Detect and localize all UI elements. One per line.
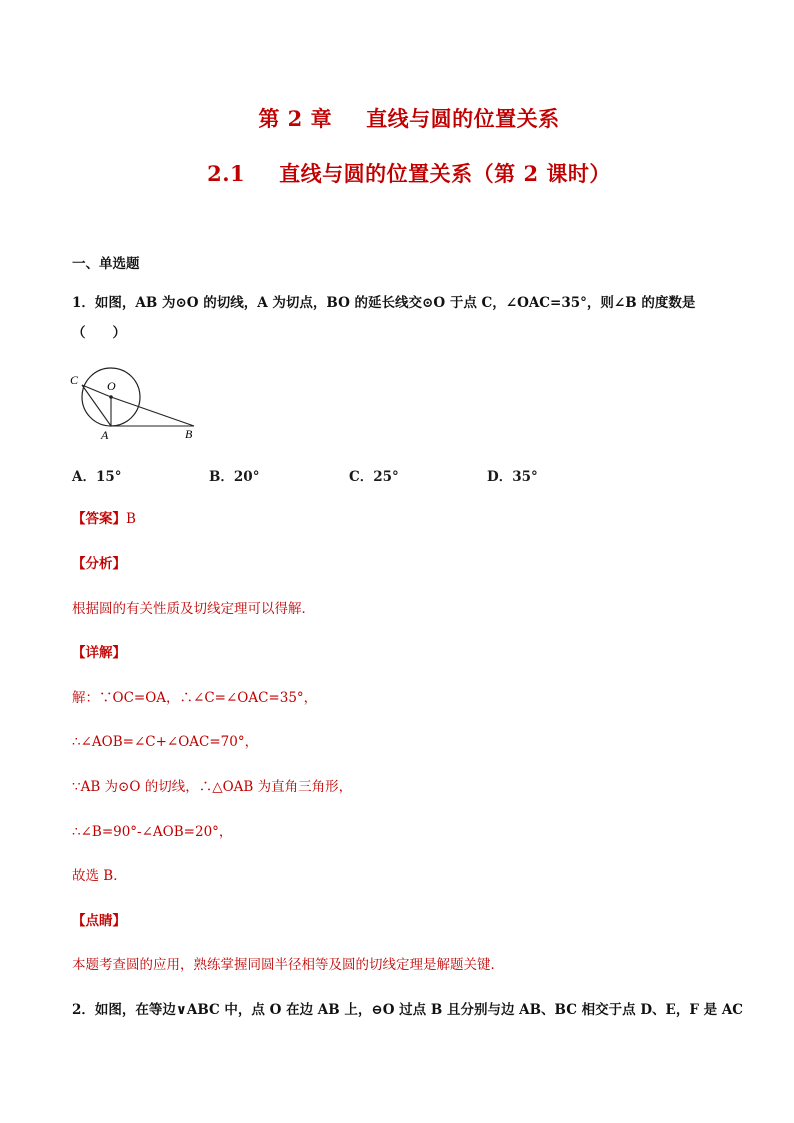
label-b: B [185,427,193,441]
q2-stem-line1: 2．如图，在等边∨ABC 中，点 O 在边 AB 上，⊖O 过点 B 且分别与边 AB、BC 相交于点 D、E，F 是 AC [72,1002,744,1018]
segment-ob [111,397,194,426]
section-heading: 一、单选题 [72,256,140,272]
analysis-text: 根据圆的有关性质及切线定理可以得解． [72,601,315,617]
detail-tag: 【详解】 [72,645,126,661]
q1-stem-line1: 1．如图，AB 为⊙O 的切线，A 为切点，BO 的延长线交⊙O 于点 C，∠OAC=35°，则∠B 的度数是 [72,295,696,311]
answer-tag: 【答案】 [72,511,126,527]
q1-option-b: B．20° [209,469,260,485]
detail-line-3: ∵AB 为⊙O 的切线，∴△OAB 为直角三角形， [72,779,353,795]
section-title [0,158,794,188]
detail-line-2: ∴∠AOB=∠C+∠OAC=70°， [72,734,259,750]
q1-stem-line2: （ ） [72,325,126,341]
q1-option-a: A．15° [72,469,122,485]
label-a: A [101,428,109,442]
label-o: O [107,379,116,393]
chapter-number: 第 2 章 [258,106,333,131]
answer-value: B [126,511,136,527]
q1-geometry-figure [66,365,216,445]
detail-line-1: 解：∵OC=OA，∴∠C=∠OAC=35°， [72,690,318,706]
section-name: 直线与圆的位置关系（第 2 课时） [279,161,611,186]
answer-row [72,509,136,529]
q1-option-d: D．35° [487,469,538,485]
comment-text: 本题考查圆的应用，熟练掌握同圆半径相等及圆的切线定理是解题关键． [72,957,504,973]
detail-line-5: 故选 B． [72,868,127,884]
section-number: 2.1 [207,161,246,186]
chapter-title [0,103,794,133]
label-c: C [70,373,79,387]
analysis-tag: 【分析】 [72,556,126,572]
chapter-name: 直线与圆的位置关系 [366,106,560,131]
point-o [109,395,113,399]
comment-tag: 【点睛】 [72,913,126,929]
detail-line-4: ∴∠B=90°-∠AOB=20°， [72,824,233,840]
q1-option-c: C．25° [349,469,399,485]
